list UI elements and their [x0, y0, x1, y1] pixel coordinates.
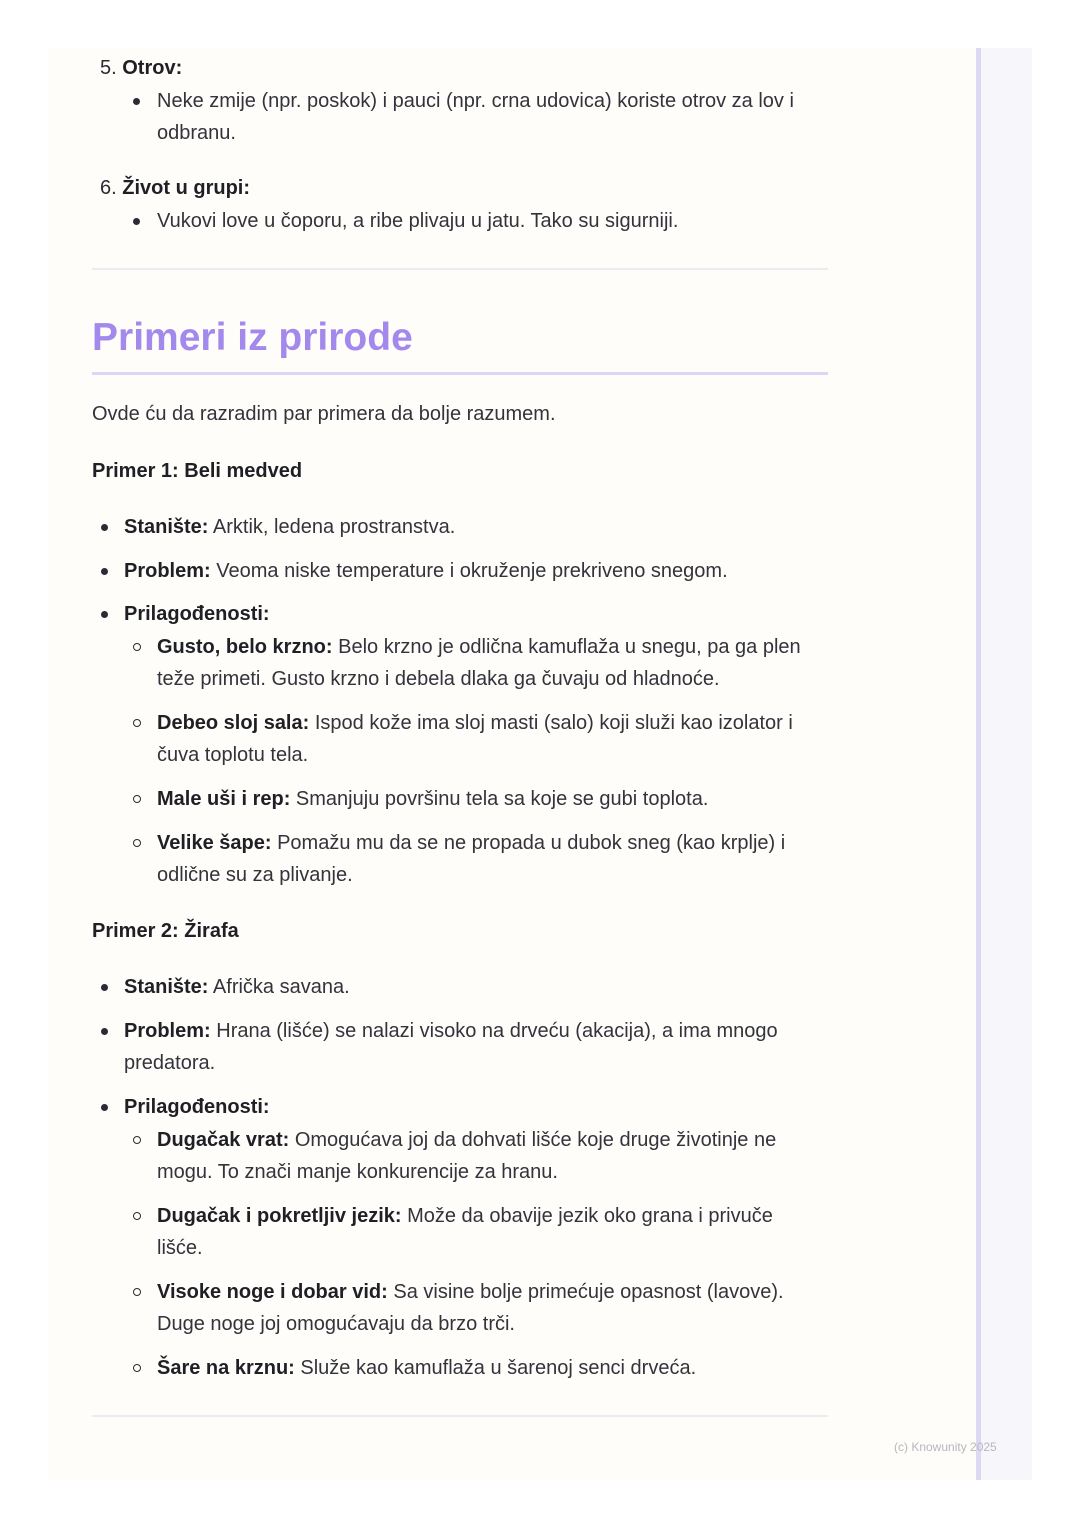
item-heading: Život u grupi: — [122, 177, 251, 199]
list-item — [124, 598, 270, 631]
list-item-text — [157, 117, 236, 150]
item-label: Visoke noge i dobar vid: — [157, 1281, 388, 1303]
sub-list-item — [157, 1124, 776, 1157]
item-label: Debeo sloj sala: — [157, 712, 310, 734]
sub-list-item-cont — [157, 663, 720, 696]
text-line: odbranu. — [157, 122, 236, 144]
bullet-icon — [133, 98, 140, 105]
item-text: Pomažu mu da se ne propada u dubok sneg (kao krplje) i — [271, 832, 786, 854]
sub-list-item-cont — [157, 739, 308, 772]
list-item — [124, 555, 728, 588]
item-heading: Otrov: — [122, 57, 183, 79]
item-label: Stanište: — [124, 516, 209, 538]
heading-underline — [92, 372, 828, 375]
bullet-icon — [101, 611, 108, 618]
item-label: Dugačak vrat: — [157, 1129, 290, 1151]
item-text: Može da obavije jezik oko grana i privuče — [401, 1205, 773, 1227]
sub-list-item — [157, 1200, 773, 1233]
item-text: Arktik, ledena prostranstva. — [208, 516, 456, 538]
list-item-otrov — [100, 52, 182, 84]
item-label: Dugačak i pokretljiv jezik: — [157, 1205, 402, 1227]
intro-paragraph: Ovde ću da razradim par primera da bolje razumem. — [92, 403, 556, 425]
bullet-icon — [101, 1028, 108, 1035]
bullet-icon — [101, 568, 108, 575]
bullet-icon — [101, 1104, 108, 1111]
list-item — [124, 511, 455, 544]
item-text: Veoma niske temperature i okruženje prekriveno snegom. — [210, 560, 728, 582]
item-label: Prilagođenosti: — [124, 603, 270, 625]
list-item-cont — [124, 1047, 215, 1080]
divider — [92, 1415, 828, 1417]
sub-list-item — [157, 1352, 696, 1385]
item-text: teže primeti. Gusto krzno i debela dlaka ga čuvaju od hladnoće. — [157, 668, 720, 690]
sub-list-item — [157, 783, 708, 816]
sub-bullet-icon — [133, 1364, 141, 1372]
item-label: Problem: — [124, 1020, 211, 1042]
divider — [92, 268, 828, 270]
sub-list-item-cont — [157, 1308, 515, 1341]
example-title: Primer 1: Beli medved — [92, 460, 303, 482]
text-line: Vukovi love u čoporu, a ribe plivaju u jatu. Tako su sigurniji. — [157, 210, 679, 232]
list-item — [124, 1091, 270, 1124]
bullet-icon — [133, 218, 140, 225]
side-panel — [976, 48, 1032, 1480]
sub-bullet-icon — [133, 1212, 141, 1220]
item-text: Afrička savana. — [208, 976, 350, 998]
item-label: Gusto, belo krzno: — [157, 636, 333, 658]
side-divider — [976, 48, 981, 1480]
sub-bullet-icon — [133, 719, 141, 727]
item-text: Duge noge joj omogućavaju da brzo trči. — [157, 1313, 515, 1335]
section-heading: Primeri iz prirode — [92, 316, 413, 359]
sub-bullet-icon — [133, 839, 141, 847]
list-item-text — [157, 205, 678, 238]
item-number: 6. — [100, 177, 117, 199]
item-label: Stanište: — [124, 976, 209, 998]
item-text: Sa visine bolje primećuje opasnost (lavove). — [387, 1281, 784, 1303]
example-title: Primer 2: Žirafa — [92, 920, 239, 942]
sub-list-item — [157, 707, 793, 740]
sub-list-item-cont — [157, 1232, 203, 1265]
item-text: Hrana (lišće) se nalazi visoko na drveću (akacija), a ima mnogo — [210, 1020, 778, 1042]
list-item — [124, 971, 350, 1004]
sub-bullet-icon — [133, 1136, 141, 1144]
item-text: predatora. — [124, 1052, 216, 1074]
item-text: Ispod kože ima sloj masti (salo) koji služi kao izolator i — [309, 712, 793, 734]
item-label: Male uši i rep: — [157, 788, 291, 810]
bullet-icon — [101, 984, 108, 991]
bullet-icon — [101, 524, 108, 531]
list-item-text — [157, 85, 794, 118]
sub-bullet-icon — [133, 1288, 141, 1296]
item-text: Belo krzno je odlična kamuflaža u snegu, pa ga plen — [332, 636, 801, 658]
sub-list-item — [157, 1276, 784, 1309]
sub-list-item — [157, 827, 785, 860]
sub-bullet-icon — [133, 795, 141, 803]
item-label: Šare na krznu: — [157, 1357, 295, 1379]
item-label: Prilagođenosti: — [124, 1096, 270, 1118]
item-text: mogu. To znači manje konkurencije za hranu. — [157, 1161, 558, 1183]
item-text: Služe kao kamuflaža u šarenoj senci drveća. — [294, 1357, 697, 1379]
item-text: Smanjuju površinu tela sa koje se gubi toplota. — [290, 788, 709, 810]
sub-list-item — [157, 631, 801, 664]
item-label: Velike šape: — [157, 832, 272, 854]
sub-list-item-cont — [157, 1156, 558, 1189]
item-number: 5. — [100, 57, 117, 79]
copyright-footer: (c) Knowunity 2025 — [894, 1440, 997, 1454]
text-line: Neke zmije (npr. poskok) i pauci (npr. crna udovica) koriste otrov za lov i — [157, 90, 794, 112]
list-item-zivot-u-grupi — [100, 172, 250, 204]
item-label: Problem: — [124, 560, 211, 582]
item-text: odlične su za plivanje. — [157, 864, 353, 886]
sub-bullet-icon — [133, 643, 141, 651]
item-text: čuva toplotu tela. — [157, 744, 309, 766]
sub-list-item-cont — [157, 859, 353, 892]
list-item — [124, 1015, 778, 1048]
item-text: Omogućava joj da dohvati lišće koje druge životinje ne — [289, 1129, 777, 1151]
item-text: lišće. — [157, 1237, 203, 1259]
